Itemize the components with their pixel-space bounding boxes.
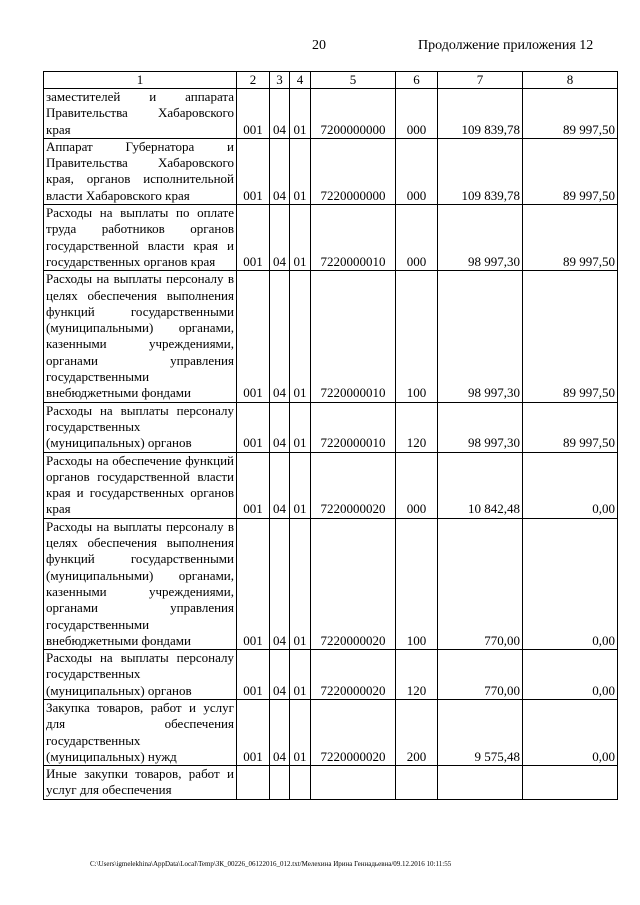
row-name: Расходы на выплаты персоналу в целях обеспечения выполнения функций государственными (муниципальными) органами, казенными учреждениями, органами управления государственными внебюджетными фондами [44,271,237,402]
table-header-row [44,72,618,89]
cell-target-article: 7220000020 [311,452,396,518]
cell-amount-1: 109 839,78 [438,89,523,139]
cell-amount-1: 98 997,30 [438,402,523,452]
cell-code [237,766,270,800]
cell-amount-2: 0,00 [523,452,618,518]
cell-expense-type: 120 [396,650,438,700]
cell-section: 04 [270,205,290,271]
cell-section: 04 [270,518,290,649]
cell-amount-1: 109 839,78 [438,138,523,204]
cell-code: 001 [237,271,270,402]
cell-expense-type: 000 [396,89,438,139]
cell-target-article: 7200000000 [311,89,396,139]
cell-amount-2: 89 997,50 [523,138,618,204]
cell-code: 001 [237,205,270,271]
cell-amount-2: 89 997,50 [523,89,618,139]
table-row [44,650,618,700]
cell-section: 04 [270,699,290,765]
page-header [0,38,640,58]
cell-target-article: 7220000000 [311,138,396,204]
cell-amount-2: 0,00 [523,518,618,649]
cell-target-article: 7220000010 [311,402,396,452]
column-header: 5 [311,72,396,89]
cell-expense-type: 100 [396,518,438,649]
cell-amount-2: 89 997,50 [523,271,618,402]
cell-target-article: 7220000020 [311,518,396,649]
row-name: Расходы на выплаты персоналу государственных (муниципальных) органов [44,402,237,452]
cell-subsection: 01 [290,89,311,139]
cell-target-article: 7220000020 [311,650,396,700]
table-row [44,766,618,800]
table-row [44,452,618,518]
cell-amount-1: 9 575,48 [438,699,523,765]
cell-expense-type: 100 [396,271,438,402]
column-header: 8 [523,72,618,89]
table-row [44,699,618,765]
column-header: 3 [270,72,290,89]
cell-section: 04 [270,402,290,452]
cell-code: 001 [237,89,270,139]
cell-code: 001 [237,138,270,204]
cell-section: 04 [270,271,290,402]
budget-table [43,71,618,800]
cell-section: 04 [270,452,290,518]
cell-amount-1: 98 997,30 [438,205,523,271]
cell-expense-type: 200 [396,699,438,765]
cell-code: 001 [237,402,270,452]
cell-subsection: 01 [290,138,311,204]
cell-expense-type: 000 [396,138,438,204]
cell-amount-2 [523,766,618,800]
table-row [44,518,618,649]
cell-target-article [311,766,396,800]
row-name: Расходы на выплаты по оплате труда работников органов государственной власти края и государственных органов края [44,205,237,271]
cell-subsection [290,766,311,800]
row-name: заместителей и аппарата Правительства Хабаровского края [44,89,237,139]
cell-section: 04 [270,89,290,139]
cell-amount-2: 89 997,50 [523,205,618,271]
column-header: 4 [290,72,311,89]
cell-amount-2: 0,00 [523,699,618,765]
cell-section: 04 [270,650,290,700]
row-name: Расходы на обеспечение функций органов государственной власти края и государственных органов края [44,452,237,518]
cell-expense-type: 000 [396,452,438,518]
row-name: Иные закупки товаров, работ и услуг для обеспечения [44,766,237,800]
cell-code: 001 [237,452,270,518]
cell-subsection: 01 [290,402,311,452]
column-header: 7 [438,72,523,89]
cell-amount-1 [438,766,523,800]
row-name: Расходы на выплаты персоналу в целях обеспечения выполнения функций государственными (муниципальными) органами, казенными учреждениями, органами управления государственными внебюджетными фондами [44,518,237,649]
cell-subsection: 01 [290,699,311,765]
cell-subsection: 01 [290,205,311,271]
cell-expense-type: 120 [396,402,438,452]
appendix-continuation-label: Продолжение приложения 12 [418,38,594,53]
cell-code: 001 [237,518,270,649]
cell-section [270,766,290,800]
document-path-footer: C:\Users\igmelekhina\AppData\Local\Temp\ЗК_00226_06122016_012.txt/Мелехина Ирина Геннадьевна/09.12.2016 10:11:55 [90,860,452,868]
cell-expense-type: 000 [396,205,438,271]
table-row [44,271,618,402]
row-name: Закупка товаров, работ и услуг для обеспечения государственных (муниципальных) нужд [44,699,237,765]
cell-code: 001 [237,650,270,700]
column-header: 1 [44,72,237,89]
cell-amount-1: 98 997,30 [438,271,523,402]
table-row [44,402,618,452]
column-header: 6 [396,72,438,89]
cell-subsection: 01 [290,452,311,518]
table-row [44,205,618,271]
cell-subsection: 01 [290,518,311,649]
cell-target-article: 7220000010 [311,271,396,402]
page-number: 20 [312,38,326,53]
cell-subsection: 01 [290,271,311,402]
cell-amount-1: 770,00 [438,650,523,700]
row-name: Расходы на выплаты персоналу государственных (муниципальных) органов [44,650,237,700]
cell-target-article: 7220000010 [311,205,396,271]
cell-subsection: 01 [290,650,311,700]
cell-amount-2: 0,00 [523,650,618,700]
row-name: Аппарат Губернатора и Правительства Хабаровского края, органов исполнительной власти Хабаровского края [44,138,237,204]
cell-amount-1: 10 842,48 [438,452,523,518]
column-header: 2 [237,72,270,89]
table-row [44,89,618,139]
cell-amount-2: 89 997,50 [523,402,618,452]
table-row [44,138,618,204]
cell-code: 001 [237,699,270,765]
cell-expense-type [396,766,438,800]
cell-amount-1: 770,00 [438,518,523,649]
cell-section: 04 [270,138,290,204]
cell-target-article: 7220000020 [311,699,396,765]
